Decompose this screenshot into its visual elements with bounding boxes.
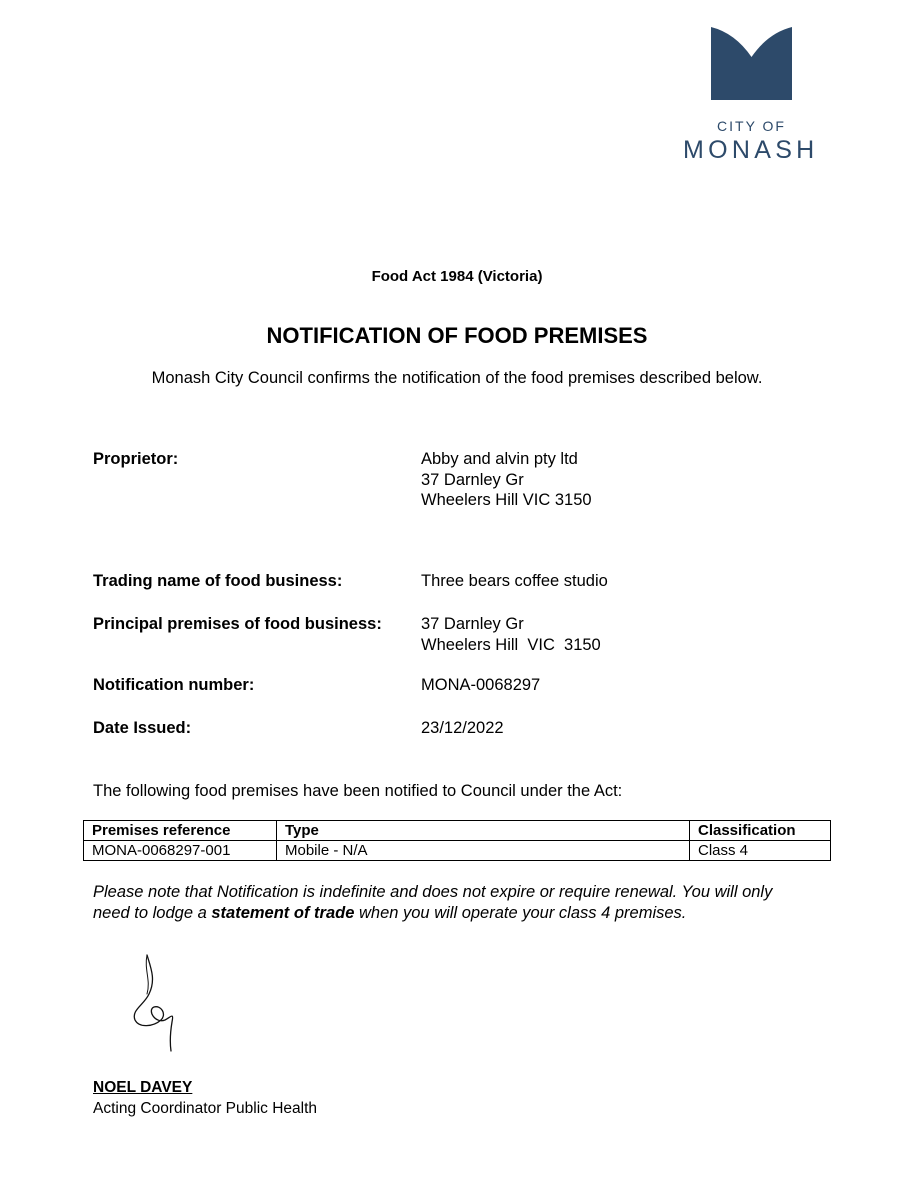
trading-name-value: Three bears coffee studio xyxy=(421,572,608,590)
principal-premises-value xyxy=(421,614,601,655)
signatory-title: Acting Coordinator Public Health xyxy=(93,1100,318,1117)
date-issued-value: 23/12/2022 xyxy=(421,719,504,737)
proprietor-line: Wheelers Hill VIC 3150 xyxy=(421,491,592,509)
trading-name-label: Trading name of food business: xyxy=(93,572,343,590)
act-heading: Food Act 1984 (Victoria) xyxy=(371,268,543,285)
proprietor-line: Abby and alvin pty ltd xyxy=(421,450,578,468)
signatory-name: NOEL DAVEY xyxy=(93,1079,193,1096)
date-issued-label: Date Issued: xyxy=(93,719,192,737)
cell-classification: Class 4 xyxy=(690,841,831,861)
monash-logo-icon xyxy=(711,27,792,100)
table-header-row xyxy=(84,821,831,841)
cell-type: Mobile - N/A xyxy=(277,841,690,861)
notification-number-value: MONA-0068297 xyxy=(421,676,541,694)
note-emphasis: statement of trade xyxy=(211,904,355,922)
proprietor-label: Proprietor: xyxy=(93,450,179,468)
premises-table xyxy=(83,820,831,861)
cell-premises-reference: MONA-0068297-001 xyxy=(84,841,277,861)
note-text-end: when you will operate your class 4 premises. xyxy=(354,904,687,922)
page-title: NOTIFICATION OF FOOD PREMISES xyxy=(266,323,648,348)
column-header-type: Type xyxy=(277,821,690,841)
renewal-note xyxy=(93,882,813,924)
notification-number-label: Notification number: xyxy=(93,676,255,694)
premises-intro: The following food premises have been notified to Council under the Act: xyxy=(93,782,623,800)
principal-premises-line: 37 Darnley Gr xyxy=(421,615,524,633)
confirmation-text: Monash City Council confirms the notification of the food premises described below. xyxy=(151,369,763,387)
note-text: Please note that Notification is indefinite and does not expire or require renewal. You will only need to lodge a xyxy=(93,883,773,922)
proprietor-value xyxy=(421,449,592,511)
proprietor-line: 37 Darnley Gr xyxy=(421,470,524,489)
signature-image xyxy=(125,950,195,1055)
column-header-reference: Premises reference xyxy=(84,821,277,841)
table-row xyxy=(84,841,831,861)
logo-name-text: MONASH xyxy=(683,136,819,164)
principal-premises-label: Principal premises of food business: xyxy=(93,615,382,633)
column-header-classification: Classification xyxy=(690,821,831,841)
logo-city-text: CITY OF xyxy=(717,118,786,134)
principal-premises-line: Wheelers Hill VIC 3150 xyxy=(421,635,601,654)
